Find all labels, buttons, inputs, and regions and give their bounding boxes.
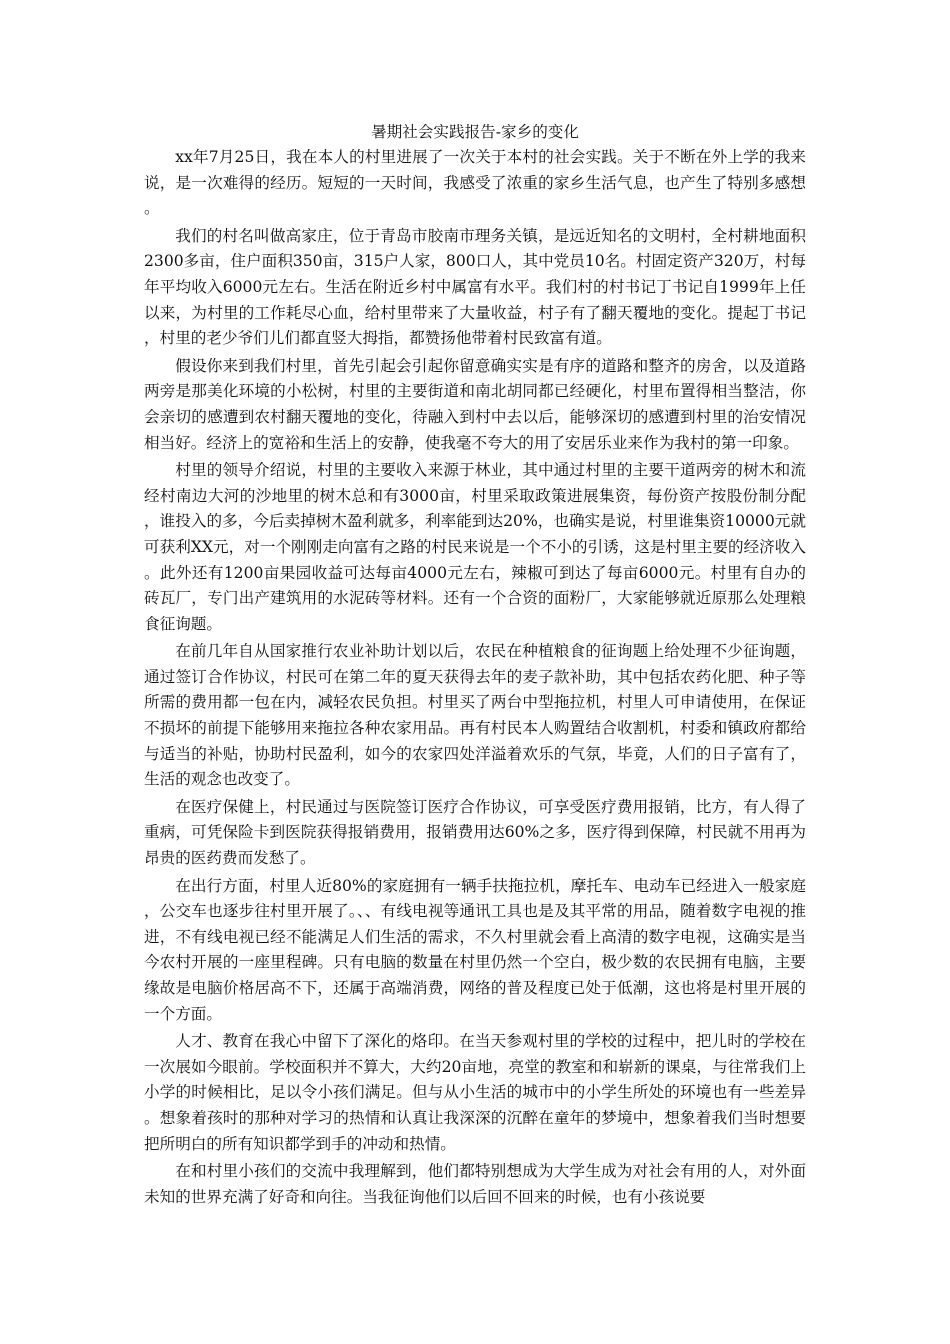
paragraph-income-sources: 村里的领导介绍说，村里的主要收入来源于林业，其中通过村里的主要干道两旁的树木和流经村南边大河的沙地里的树木总和有3000亩，村里采取政策进展集资，每份资产按股份制分配，谁投入的多，今后卖掉树木盈利就多，利率能到达20%，也确实是说，村里谁集资10000元就可获利XX元，对一个刚刚走向富有之路的村民来说是一个不小的引诱，这是村里主要的经济收入。此外还有1200亩果园收益可达每亩4000元左右，辣椒可到达了每亩6000元。村里有自办的砖瓦厂，专门出产建筑用的水泥砖等材料。还有一个合资的面粉厂，大家能够就近原那么处理粮食征询题。: [144, 461, 806, 633]
paragraph-agriculture-subsidy: 在前几年自从国家推行农业补助计划以后，农民在种植粮食的征询题上给处理不少征询题，通过签订合作协议，村民可在第二年的夏天获得去年的麦子款补助，其中包括农药化肥、种子等所需的费用都一包在内，减轻农民负担。村里买了两台中型拖拉机，村里人可申请使用，在保证不损坏的前提下能够用来拖拉各种农家用品。再有村民本人购置结合收割机，村委和镇政府都给与适当的补贴，协助村民盈利，如今的农家四处洋溢着欢乐的气氛，毕竟，人们的日子富有了，生活的观念也改变了。: [144, 642, 806, 789]
paragraph-healthcare: 在医疗保健上，村民通过与医院签订医疗合作协议，可享受医疗费用报销，比方，有人得了重病，可凭保险卡到医院获得报销费用，报销费用达60%之多，医疗得到保障，村民就不用再为昂贵的医药费而发愁了。: [144, 797, 806, 868]
paragraph-transportation: 在出行方面，村里人近80%的家庭拥有一辆手扶拖拉机，摩托车、电动车已经进入一般家庭，公交车也逐步往村里开展了。、、有线电视等通讯工具也是及其平常的用品，随着数字电视的推进，不有线电视已经不能满足人们生活的需求，不久村里就会看上高清的数字电视，这确实是当今农村开展的一座里程碑。只有电脑的数量在村里仍然一个空白，极少数的农民拥有电脑，主要缘故是电脑价格居高不下，还属于高端消费，网络的普及程度已处于低潮，这也将是村里开展的一个方面。: [144, 876, 806, 1023]
paragraph-intro: xx年7月25日，我在本人的村里进展了一次关于本村的社会实践。关于不断在外上学的我来说，是一次难得的经历。短短的一天时间，我感受了浓重的家乡生活气息，也产生了特别多感想。: [144, 148, 806, 218]
paragraph-first-impression: 假设你来到我们村里，首先引起会引起你留意确实实是有序的道路和整齐的房舍，以及道路两旁是那美化环境的小松树，村里的主要街道和南北胡同都已经硬化，村里布置得相当整洁，你会亲切的感遭到农村翻天覆地的变化，待融入到村中去以后，能够深切的感遭到村里的治安情况相当好。经济上的宽裕和生活上的安静，使我毫不夸大的用了安居乐业来作为我村的第一印象。: [144, 356, 806, 452]
paragraph-village-overview: 我们的村名叫做高家庄，位于青岛市胶南市理务关镇，是远近知名的文明村，全村耕地面积2300多亩，住户面积350亩，315户人家，800口人，其中党员10名。村固定资产320万，村每年平均收入6000元左右。生活在附近乡村中属富有水平。我们村的村书记丁书记自1999年上任以来，为村里的工作耗尽心血，给村里带来了大量收益，村子有了翻天覆地的变化。提起丁书记，村里的老少爷们儿们都直竖大拇指，都赞扬他带着村民致富有道。: [144, 226, 806, 348]
paragraph-education: 人才、教育在我心中留下了深化的烙印。在当天参观村里的学校的过程中，把儿时的学校在一次展如今眼前。学校面积并不算大，大约20亩地，亮堂的教室和和崭新的课桌，与往常我们上小学的时候相比，足以令小孩们满足。但与从小生活的城市中的小学生所处的环境也有一些差异。想象着孩时的那种对学习的热情和认真让我深深的沉醉在童年的梦境中，想象着我们当时想要把所明白的所有知识都学到手的冲动和热情。: [144, 1032, 806, 1153]
document-title: 暑期社会实践报告-家乡的变化: [371, 123, 579, 141]
paragraph-children: 在和村里小孩们的交流中我理解到，他们都特别想成为大学生成为对社会有用的人，对外面未知的世界充满了好奇和向往。当我征询他们以后回不回来的时候，也有小孩说要: [144, 1162, 806, 1206]
document-body: [144, 121, 806, 1212]
